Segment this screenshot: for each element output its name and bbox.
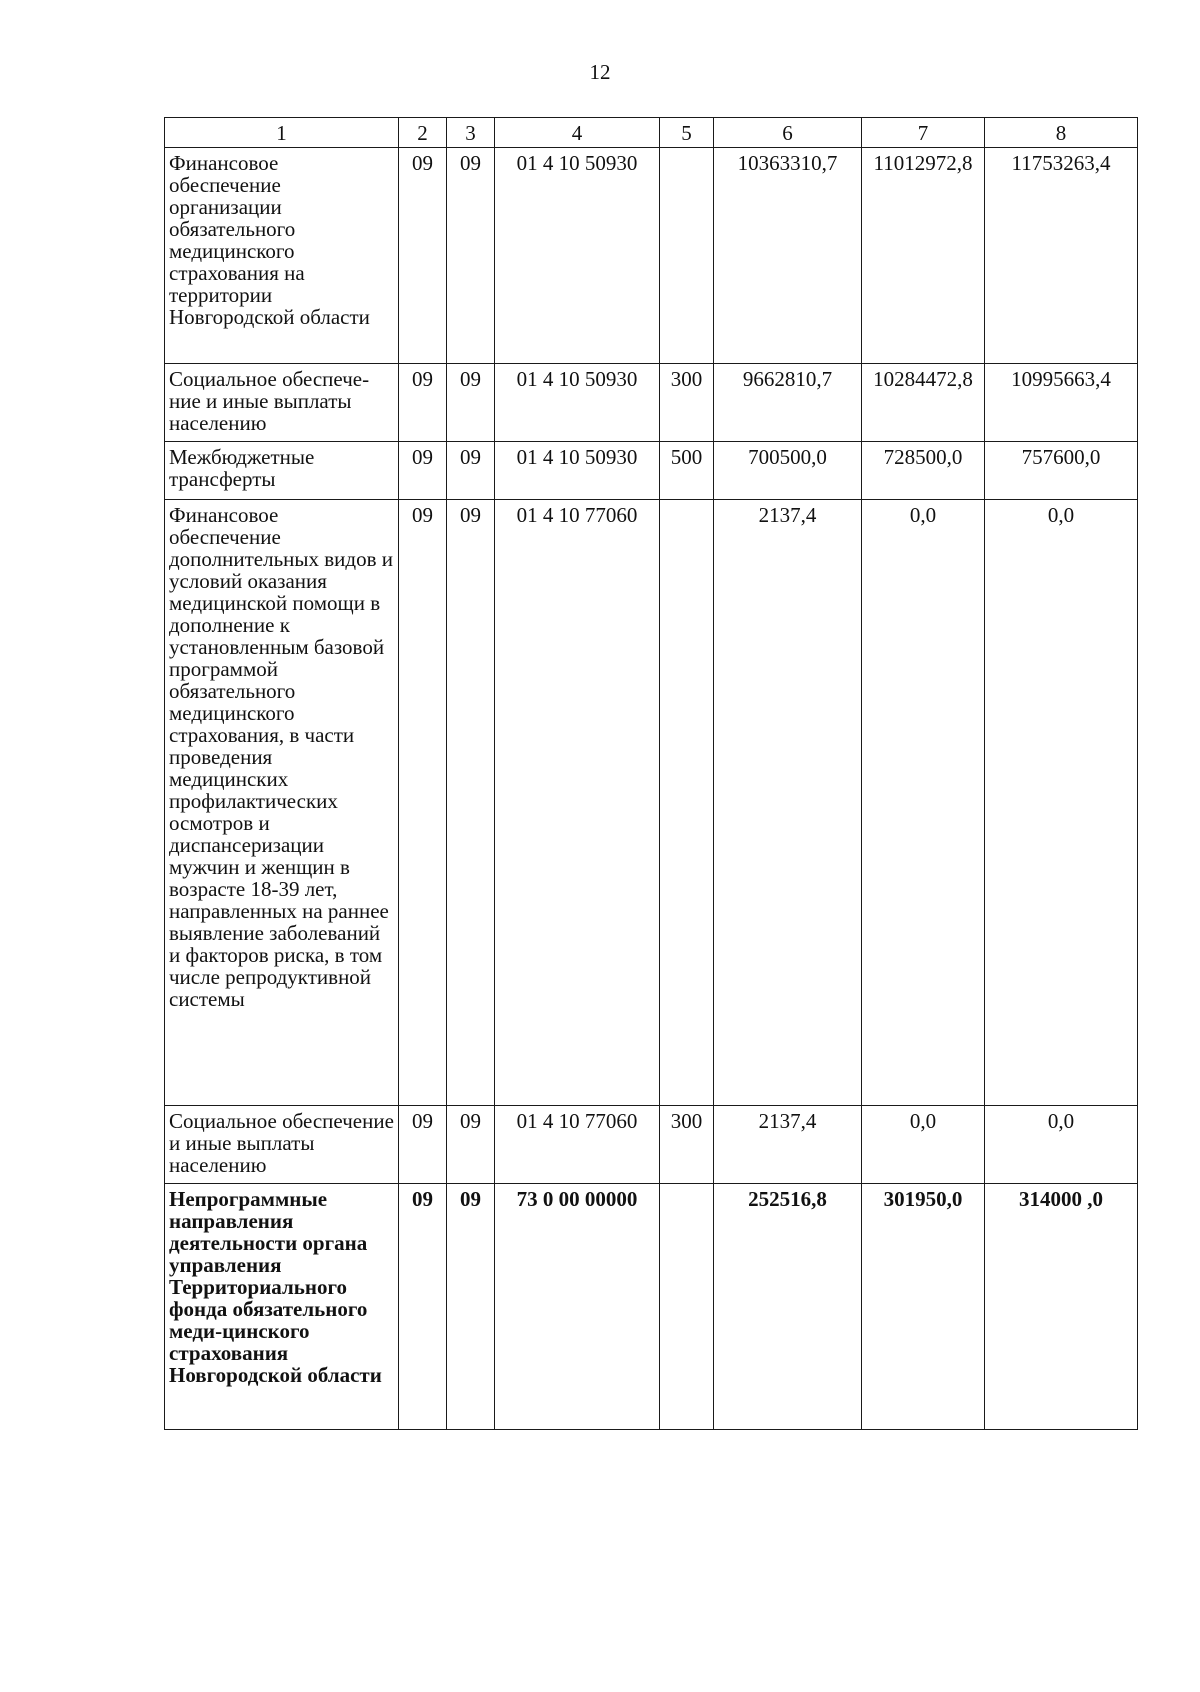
target-article-code: 01 4 10 50930 (495, 364, 660, 442)
header-row (165, 118, 1138, 148)
target-article-code: 01 4 10 77060 (495, 500, 660, 1106)
row-name: Социальное обеспече-ние и иные выплаты населению (165, 364, 399, 442)
expense-type-code: 300 (660, 364, 714, 442)
amount-col-6: 2137,4 (714, 500, 862, 1106)
amount-col-7: 10284472,8 (862, 364, 985, 442)
amount-col-8: 0,0 (985, 500, 1138, 1106)
row-name: Финансовое обеспечение дополнительных видов и условий оказания медицинской помощи в дополнение к установленным базовой программой обязательного медицинского страхования, в части проведения медицинских профилактических осмотров и диспансеризации мужчин и женщин в возрасте 18-39 лет, направленных на раннее выявление заболеваний и факторов риска, в том числе репродуктивной системы (165, 500, 399, 1106)
amount-col-6: 252516,8 (714, 1184, 862, 1430)
header-col-5: 5 (660, 118, 714, 148)
amount-col-6: 9662810,7 (714, 364, 862, 442)
table-row (165, 442, 1138, 500)
row-name: Социальное обеспечение и иные выплаты населению (165, 1106, 399, 1184)
section-code: 09 (399, 148, 447, 364)
header-col-8: 8 (985, 118, 1138, 148)
subsection-code: 09 (447, 364, 495, 442)
expense-type-code (660, 1184, 714, 1430)
section-code: 09 (399, 1106, 447, 1184)
target-article-code: 01 4 10 50930 (495, 148, 660, 364)
header-col-1: 1 (165, 118, 399, 148)
amount-col-6: 700500,0 (714, 442, 862, 500)
amount-col-8: 314000 ,0 (985, 1184, 1138, 1430)
amount-col-7: 0,0 (862, 500, 985, 1106)
amount-col-8: 0,0 (985, 1106, 1138, 1184)
header-col-6: 6 (714, 118, 862, 148)
row-name: Финансовое обеспечение организации обязательного медицинского страхования на территории Новгородской области (165, 148, 399, 364)
section-code: 09 (399, 364, 447, 442)
table-row (165, 148, 1138, 364)
amount-col-6: 10363310,7 (714, 148, 862, 364)
amount-col-6: 2137,4 (714, 1106, 862, 1184)
table-row (165, 1184, 1138, 1430)
section-code: 09 (399, 500, 447, 1106)
header-col-7: 7 (862, 118, 985, 148)
expense-type-code (660, 148, 714, 364)
amount-col-7: 0,0 (862, 1106, 985, 1184)
subsection-code: 09 (447, 500, 495, 1106)
amount-col-8: 10995663,4 (985, 364, 1138, 442)
target-article-code: 01 4 10 77060 (495, 1106, 660, 1184)
subsection-code: 09 (447, 442, 495, 500)
header-col-3: 3 (447, 118, 495, 148)
page-number: 12 (589, 60, 611, 84)
budget-table (164, 117, 1138, 1430)
subsection-code: 09 (447, 1184, 495, 1430)
subsection-code: 09 (447, 148, 495, 364)
row-name: Непрограммные направления деятельности органа управления Территориального фонда обязательного меди-цинского страхования Новгородской области (165, 1184, 399, 1430)
expense-type-code (660, 500, 714, 1106)
row-name: Межбюджетные трансферты (165, 442, 399, 500)
target-article-code: 01 4 10 50930 (495, 442, 660, 500)
amount-col-7: 301950,0 (862, 1184, 985, 1430)
table-row (165, 364, 1138, 442)
subsection-code: 09 (447, 1106, 495, 1184)
amount-col-7: 11012972,8 (862, 148, 985, 364)
header-col-2: 2 (399, 118, 447, 148)
header-col-4: 4 (495, 118, 660, 148)
section-code: 09 (399, 1184, 447, 1430)
amount-col-7: 728500,0 (862, 442, 985, 500)
table-row (165, 1106, 1138, 1184)
target-article-code: 73 0 00 00000 (495, 1184, 660, 1430)
expense-type-code: 300 (660, 1106, 714, 1184)
amount-col-8: 11753263,4 (985, 148, 1138, 364)
amount-col-8: 757600,0 (985, 442, 1138, 500)
expense-type-code: 500 (660, 442, 714, 500)
section-code: 09 (399, 442, 447, 500)
table-row (165, 500, 1138, 1106)
